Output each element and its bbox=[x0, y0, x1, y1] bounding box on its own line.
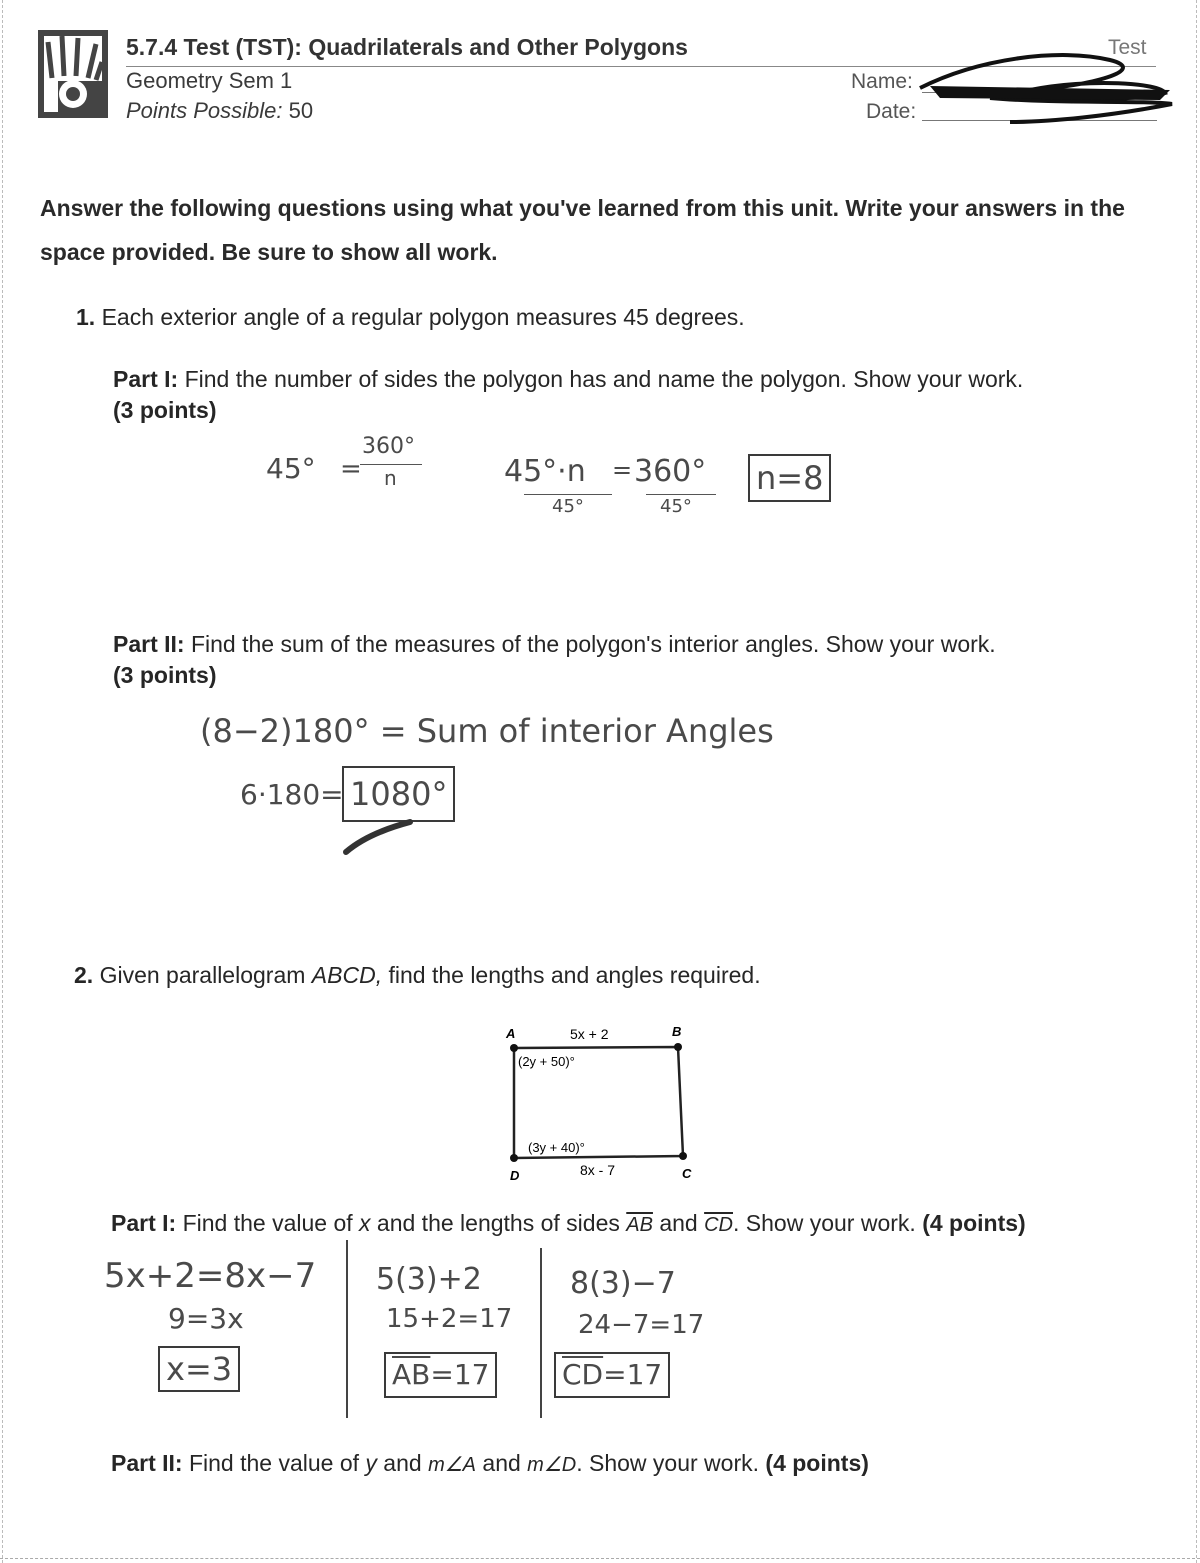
vertex-a-dot bbox=[510, 1044, 518, 1052]
q2-part-1-text-b: and the lengths of sides bbox=[370, 1210, 627, 1236]
q1-part-1-text: Find the number of sides the polygon has and name the polygon. Show your work. bbox=[184, 366, 1024, 392]
q2-part-1-text-c: and bbox=[652, 1210, 705, 1236]
q2-part-2-text-d: . Show your work. bbox=[576, 1450, 760, 1476]
vertex-b-dot bbox=[674, 1043, 682, 1051]
scan-edge-right bbox=[1196, 0, 1197, 1563]
q1p1-eq2-bar-left bbox=[524, 494, 612, 495]
q1-part-2-points: (3 points) bbox=[113, 662, 217, 688]
q2p1-cd-answer-box bbox=[554, 1352, 670, 1398]
q1p2-work-line-1: (8−2)180° = Sum of interior Angles bbox=[200, 712, 774, 750]
q1p1-eq2-right: 360° bbox=[634, 454, 707, 489]
vertex-d-dot bbox=[510, 1154, 518, 1162]
work-divider-2 bbox=[540, 1248, 542, 1418]
q2p1-col2-line-2: 15+2=17 bbox=[386, 1304, 513, 1334]
work-divider-1 bbox=[346, 1240, 348, 1418]
q1-part-1-prompt bbox=[113, 364, 1153, 426]
segment-cd: $\overline{CD}$ bbox=[704, 1214, 733, 1236]
q1p1-eq1-fraction-bar bbox=[360, 464, 422, 465]
q1p1-answer-box: n=8 bbox=[748, 454, 831, 502]
q2p1-cd-answer-value: =17 bbox=[603, 1358, 663, 1391]
q2-part-1-points: (4 points) bbox=[922, 1210, 1026, 1236]
q1p1-eq2-bar-right bbox=[646, 494, 716, 495]
q2p1-ab-answer-segment: $\overline{AB}$ bbox=[392, 1358, 431, 1391]
q1p2-work-line-2: 6·180= bbox=[240, 778, 344, 811]
date-label: Date: bbox=[866, 100, 917, 123]
parallelogram-figure bbox=[500, 1020, 710, 1190]
vertex-b-label: B bbox=[672, 1024, 682, 1039]
instructions: Answer the following questions using what you've learned from this unit. Write your answers in the space provided. Be sure to show all work. bbox=[40, 195, 1125, 265]
q2-part-2-text-b: and bbox=[376, 1450, 429, 1476]
q1-part-2-label: Part II: bbox=[113, 631, 185, 657]
side-ab-label: 5x + 2 bbox=[570, 1026, 609, 1042]
q2-part-1-text-a: Find the value of bbox=[182, 1210, 360, 1236]
q2p1-cd-answer-segment: $\overline{CD}$ bbox=[562, 1358, 604, 1391]
q1p1-eq2-den-right: 45° bbox=[660, 496, 692, 517]
q2-part-2-points: (4 points) bbox=[765, 1450, 869, 1476]
question-2-text-a: Given parallelogram bbox=[99, 962, 312, 988]
q1-part-1-label: Part I: bbox=[113, 366, 179, 392]
question-2 bbox=[74, 962, 761, 989]
question-1-number: 1. bbox=[76, 304, 96, 330]
q2-part-1-text-d: . Show your work. bbox=[733, 1210, 916, 1236]
points-possible bbox=[126, 98, 313, 124]
question-1 bbox=[76, 304, 745, 331]
q2-part-2-text-c: and bbox=[476, 1450, 528, 1476]
q2-part-1-label: Part I: bbox=[111, 1210, 177, 1236]
q2p1-ab-answer-value: =17 bbox=[430, 1358, 490, 1391]
q1p1-eq1-equals: = bbox=[340, 454, 362, 484]
name-label: Name: bbox=[851, 70, 913, 93]
side-dc-label: 8x - 7 bbox=[580, 1162, 616, 1178]
q1p1-eq2-equals: = bbox=[612, 456, 633, 484]
q1p1-eq1-left: 45° bbox=[266, 452, 316, 485]
vertex-a-label: A bbox=[506, 1026, 516, 1041]
scan-edge-left bbox=[2, 0, 3, 1563]
q1-part-2-prompt bbox=[113, 629, 1153, 691]
q1p1-eq1-denominator: n bbox=[384, 466, 397, 490]
test-title: 5.7.4 Test (TST): Quadrilaterals and Other Polygons bbox=[126, 34, 688, 60]
points-value: 50 bbox=[288, 98, 314, 123]
q2p1-col3-line-1: 8(3)−7 bbox=[570, 1266, 676, 1301]
vertex-d-label: D bbox=[510, 1168, 520, 1183]
grader-checkmark bbox=[340, 810, 430, 860]
question-2-text-italic: ABCD, bbox=[311, 962, 383, 988]
q1-part-2-text: Find the sum of the measures of the polygon's interior angles. Show your work. bbox=[190, 631, 996, 657]
q2p1-ab-answer-box bbox=[384, 1352, 497, 1398]
vertex-c-label: C bbox=[682, 1166, 692, 1181]
q1-part-1-points: (3 points) bbox=[113, 397, 217, 423]
q2-part-1-var-x: x bbox=[359, 1210, 371, 1236]
q2p1-col1-line-1: 5x+2=8x−7 bbox=[104, 1256, 317, 1296]
q2-part-2-label: Part II: bbox=[111, 1450, 183, 1476]
redaction-scribble bbox=[910, 38, 1180, 128]
q2-part-1-prompt bbox=[111, 1208, 1171, 1241]
q2p1-col2-line-1: 5(3)+2 bbox=[376, 1262, 482, 1297]
course-name: Geometry Sem 1 bbox=[126, 68, 293, 93]
q2-part-2-var-y: y bbox=[365, 1450, 377, 1476]
school-logo bbox=[38, 30, 110, 120]
q1p1-eq2-den-left: 45° bbox=[552, 496, 584, 517]
q2p1-col3-line-2: 24−7=17 bbox=[578, 1310, 705, 1340]
angle-d-measure: m∠D bbox=[527, 1454, 577, 1476]
q1p1-eq2-left: 45°·n bbox=[504, 454, 586, 489]
q1p1-eq1-numerator: 360° bbox=[362, 434, 415, 459]
vertex-c-dot bbox=[679, 1152, 687, 1160]
points-label: Points Possible: bbox=[126, 98, 283, 123]
question-1-text: Each exterior angle of a regular polygon measures 45 degrees. bbox=[101, 304, 745, 330]
angle-d-label: (3y + 40)° bbox=[528, 1140, 585, 1155]
q2-part-2-prompt bbox=[111, 1448, 1171, 1481]
q2-part-2-text-a: Find the value of bbox=[188, 1450, 366, 1476]
angle-a-label: (2y + 50)° bbox=[518, 1054, 575, 1069]
q2p1-x-answer-box: x=3 bbox=[158, 1346, 240, 1392]
q2p1-col1-line-2: 9=3x bbox=[168, 1302, 244, 1335]
question-2-number: 2. bbox=[74, 962, 94, 988]
angle-a-measure: m∠A bbox=[428, 1454, 477, 1476]
corner-text: Test bbox=[1108, 36, 1147, 59]
q1p2-answer-box: 1080° bbox=[342, 766, 455, 822]
segment-ab: $\overline{AB}$ bbox=[626, 1214, 653, 1236]
scan-edge-bottom bbox=[0, 1558, 1200, 1559]
question-2-text-b: find the lengths and angles required. bbox=[382, 962, 761, 988]
